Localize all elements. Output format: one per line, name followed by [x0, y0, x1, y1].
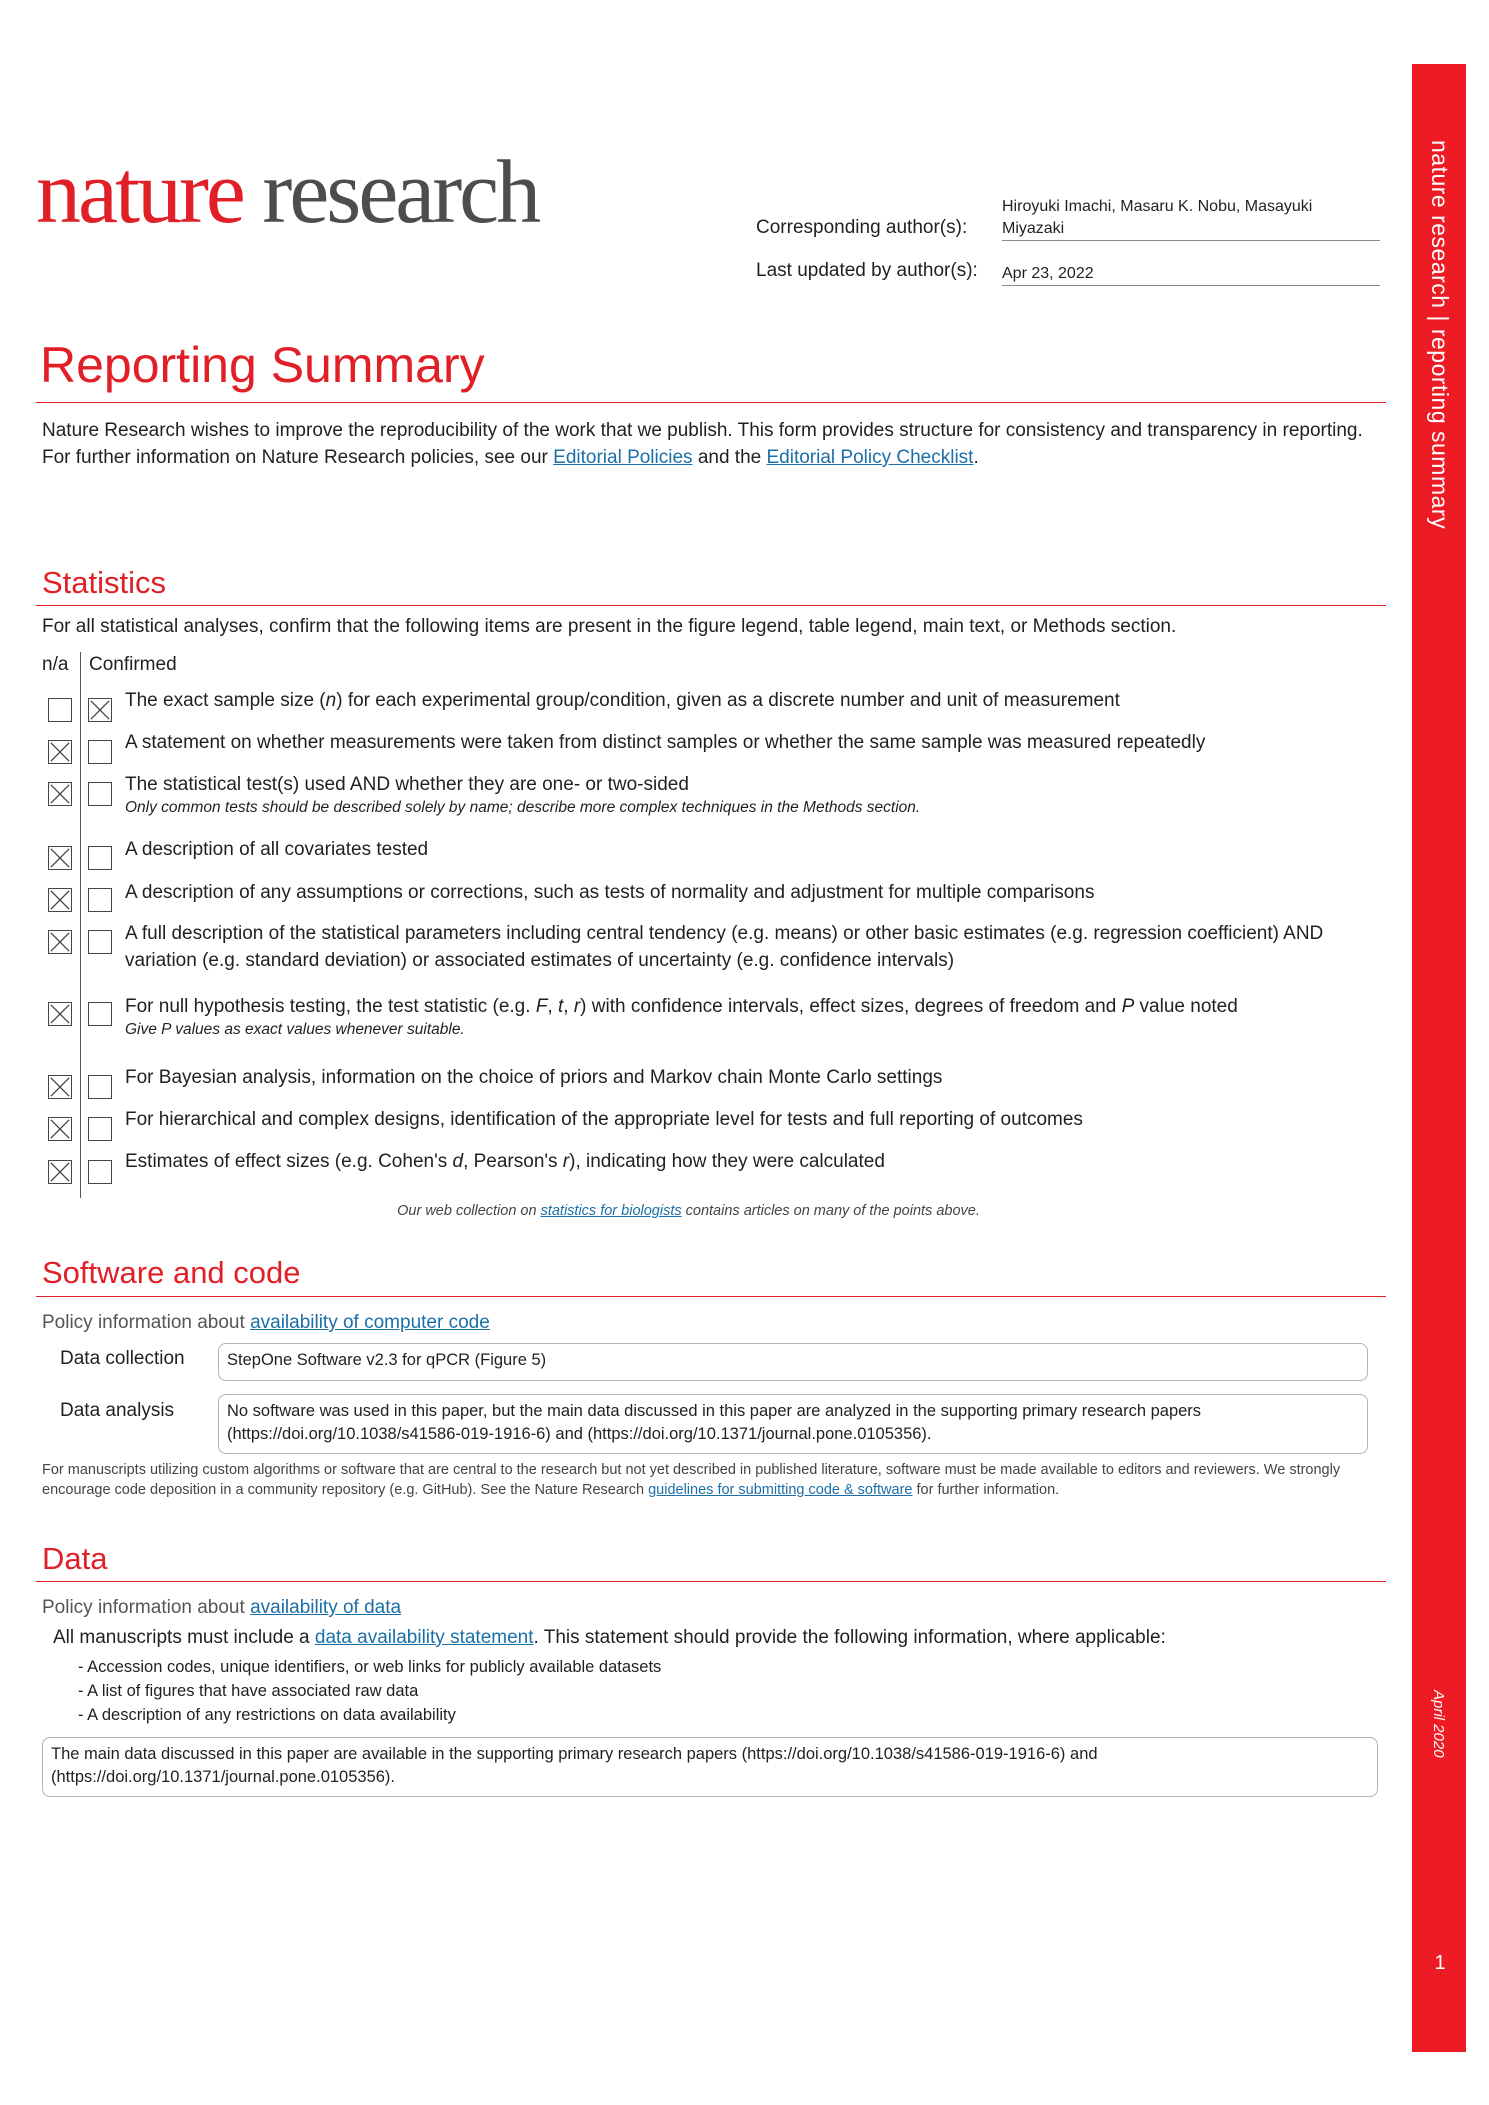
- italic-symbol: r: [562, 1151, 570, 1172]
- page-number: 1: [1434, 1952, 1446, 1974]
- software-note: [42, 1460, 1387, 1500]
- item-text-part: A statement on whether measurements were taken from distinct samples or whether the same sample was measured repeatedly: [125, 732, 1206, 753]
- na-checkbox[interactable]: [48, 1117, 72, 1141]
- item-text-part: ) with confidence intervals, effect sizes, degrees of freedom and: [580, 996, 1122, 1017]
- statistics-rule: [36, 605, 1386, 606]
- statistics-footnote: [0, 1203, 1433, 1219]
- data-policy-text: Policy information about: [42, 1597, 251, 1618]
- corresponding-author-line2: Miyazaki: [1002, 220, 1065, 237]
- confirmed-checkbox[interactable]: [88, 698, 112, 722]
- data-statement: [53, 1624, 1383, 1651]
- data-heading: Data: [42, 1541, 108, 1576]
- item-text-part: Estimates of effect sizes (e.g. Cohen's: [125, 1151, 453, 1172]
- checklist-item-text: [125, 771, 1385, 817]
- checklist-item-text: [125, 920, 1385, 974]
- code-guidelines-link[interactable]: guidelines for submitting code & software: [648, 1482, 913, 1498]
- data-policy: [42, 1594, 401, 1621]
- italic-symbol: F: [535, 996, 548, 1017]
- confirmed-checkbox[interactable]: [88, 846, 112, 870]
- item-text-part: ,: [563, 996, 574, 1017]
- confirmed-checkbox[interactable]: [88, 782, 112, 806]
- confirmed-checkbox[interactable]: [88, 888, 112, 912]
- na-checkbox[interactable]: [48, 930, 72, 954]
- item-text-part: The statistical test(s) used AND whether they are one- or two-sided: [125, 774, 689, 795]
- item-text-part: The exact sample size (: [125, 690, 326, 711]
- editorial-policy-checklist-link[interactable]: Editorial Policy Checklist: [766, 447, 974, 468]
- italic-symbol: r: [573, 996, 581, 1017]
- data-availability-field[interactable]: The main data discussed in this paper are available in the supporting primary research papers (https://doi.org/10.1038/s41586-019-1916-6) and (https://doi.org/10.1371/journal.pone.0105356).: [42, 1737, 1378, 1797]
- intro-text-end: .: [973, 447, 979, 468]
- corresponding-author-line1: Hiroyuki Imachi, Masaru K. Nobu, Masayuki: [1002, 198, 1313, 215]
- italic-symbol: n: [325, 690, 337, 711]
- checklist-item-text: [125, 1064, 1385, 1091]
- checklist-item-note: Only common tests should be described solely by name; describe more complex techniques in the Methods section.: [125, 799, 921, 816]
- data-availability-statement-link[interactable]: data availability statement: [314, 1627, 534, 1648]
- software-note-end: for further information.: [912, 1482, 1060, 1498]
- statistics-lead: For all statistical analyses, confirm that the following items are present in the figure legend, table legend, main text, or Methods section.: [42, 616, 1177, 637]
- availability-of-code-link[interactable]: availability of computer code: [250, 1312, 490, 1333]
- data-bullet: - A list of figures that have associated raw data: [78, 1682, 419, 1700]
- data-analysis-field[interactable]: No software was used in this paper, but the main data discussed in this paper are analyzed in the supporting primary research papers (https://doi.org/10.1038/s41586-019-1916-6) and (https://doi.org/10.1371/journal.pone.0105356).: [218, 1394, 1368, 1454]
- intro-text: Nature Research wishes to improve the reproducibility of the work that we publish. This form provides structure for consistency and transparency in reporting. For further information on Nature Research policies, see our: [42, 420, 1363, 468]
- page-title: Reporting Summary: [40, 337, 485, 393]
- software-rule: [36, 1296, 1386, 1297]
- corresponding-author-label: Corresponding author(s):: [756, 217, 968, 238]
- column-confirmed-header: Confirmed: [89, 654, 177, 675]
- na-checkbox[interactable]: [48, 846, 72, 870]
- statistics-heading: Statistics: [42, 565, 167, 600]
- checklist-item-text: [125, 1148, 1385, 1175]
- item-text-part: For Bayesian analysis, information on the choice of priors and Markov chain Monte Carlo settings: [125, 1067, 943, 1088]
- na-checkbox[interactable]: [48, 1075, 72, 1099]
- footnote-text: Our web collection on: [397, 1203, 541, 1219]
- sidebar-title: nature research | reporting summary: [1427, 140, 1453, 530]
- checklist-item-text: [125, 1106, 1385, 1133]
- italic-symbol: P: [1121, 996, 1135, 1017]
- data-collection-field[interactable]: StepOne Software v2.3 for qPCR (Figure 5): [218, 1343, 1368, 1381]
- checklist-item-text: [125, 836, 1385, 863]
- item-text-part: value noted: [1134, 996, 1238, 1017]
- footnote-text-end: contains articles on many of the points above.: [681, 1203, 980, 1219]
- data-rule: [36, 1581, 1386, 1582]
- data-collection-label: Data collection: [60, 1348, 185, 1369]
- software-policy: [42, 1309, 490, 1336]
- software-policy-text: Policy information about: [42, 1312, 251, 1333]
- data-statement-end: . This statement should provide the following information, where applicable:: [533, 1627, 1166, 1648]
- item-text-part: For hierarchical and complex designs, identification of the appropriate level for tests and full reporting of outcomes: [125, 1109, 1083, 1130]
- data-bullet: - A description of any restrictions on data availability: [78, 1706, 456, 1724]
- confirmed-checkbox[interactable]: [88, 740, 112, 764]
- column-divider: [80, 652, 81, 1198]
- intro-text-middle: and the: [692, 447, 767, 468]
- confirmed-checkbox[interactable]: [88, 1160, 112, 1184]
- na-checkbox[interactable]: [48, 1160, 72, 1184]
- availability-of-data-link[interactable]: availability of data: [250, 1597, 402, 1618]
- software-heading: Software and code: [42, 1255, 301, 1290]
- confirmed-checkbox[interactable]: [88, 930, 112, 954]
- na-checkbox[interactable]: [48, 1002, 72, 1026]
- editorial-policies-link[interactable]: Editorial Policies: [553, 447, 693, 468]
- item-text-part: A description of all covariates tested: [125, 839, 429, 860]
- checklist-item-text: [125, 879, 1385, 906]
- statistics-for-biologists-link[interactable]: statistics for biologists: [540, 1203, 682, 1219]
- column-na-header: n/a: [42, 654, 69, 675]
- item-text-part: ), indicating how they were calculated: [569, 1151, 885, 1172]
- na-checkbox[interactable]: [48, 740, 72, 764]
- na-checkbox[interactable]: [48, 782, 72, 806]
- na-checkbox[interactable]: [48, 888, 72, 912]
- data-analysis-label: Data analysis: [60, 1400, 175, 1421]
- item-text-part: ) for each experimental group/condition, given as a discrete number and unit of measurement: [336, 690, 1120, 711]
- logo-word-nature: nature: [36, 143, 243, 242]
- checklist-item-text: [125, 729, 1385, 756]
- item-text-part: ,: [547, 996, 558, 1017]
- confirmed-checkbox[interactable]: [88, 1075, 112, 1099]
- confirmed-checkbox[interactable]: [88, 1002, 112, 1026]
- software-note-text: For manuscripts utilizing custom algorithms or software that are central to the research but not yet described in published literature, software must be made available to editors and reviewers. We strongly encourage code deposition in a community repository (e.g. GitHub). See the Nature Research: [42, 1462, 1341, 1498]
- item-text-part: A full description of the statistical parameters including central tendency (e.g. means) or other basic estimates (e.g. regression coefficient) AND variation (e.g. standard deviation) or associated estimates of uncertainty (e.g. confidence intervals): [125, 923, 1324, 971]
- item-text-part: A description of any assumptions or corrections, such as tests of normality and adjustment for multiple comparisons: [125, 882, 1095, 903]
- item-text-part: For null hypothesis testing, the test statistic (e.g.: [125, 996, 536, 1017]
- italic-symbol: t: [557, 996, 564, 1017]
- nature-research-logo: [36, 143, 539, 242]
- checklist-item-note: Give P values as exact values whenever suitable.: [125, 1021, 465, 1038]
- intro-paragraph: [42, 417, 1387, 471]
- data-bullet: - Accession codes, unique identifiers, or web links for publicly available datasets: [78, 1658, 662, 1676]
- corresponding-author-value[interactable]: [1002, 196, 1380, 241]
- checklist-item-text: [125, 993, 1385, 1039]
- sidebar-date: April 2020: [1430, 1690, 1447, 1758]
- last-updated-value[interactable]: Apr 23, 2022: [1002, 263, 1380, 286]
- data-statement-text: All manuscripts must include a: [53, 1627, 315, 1648]
- title-rule: [36, 402, 1386, 403]
- last-updated-label: Last updated by author(s):: [756, 260, 978, 281]
- logo-word-research: research: [242, 143, 539, 242]
- item-text-part: , Pearson's: [463, 1151, 563, 1172]
- italic-symbol: d: [452, 1151, 464, 1172]
- na-checkbox[interactable]: [48, 698, 72, 722]
- confirmed-checkbox[interactable]: [88, 1117, 112, 1141]
- checklist-item-text: [125, 687, 1385, 714]
